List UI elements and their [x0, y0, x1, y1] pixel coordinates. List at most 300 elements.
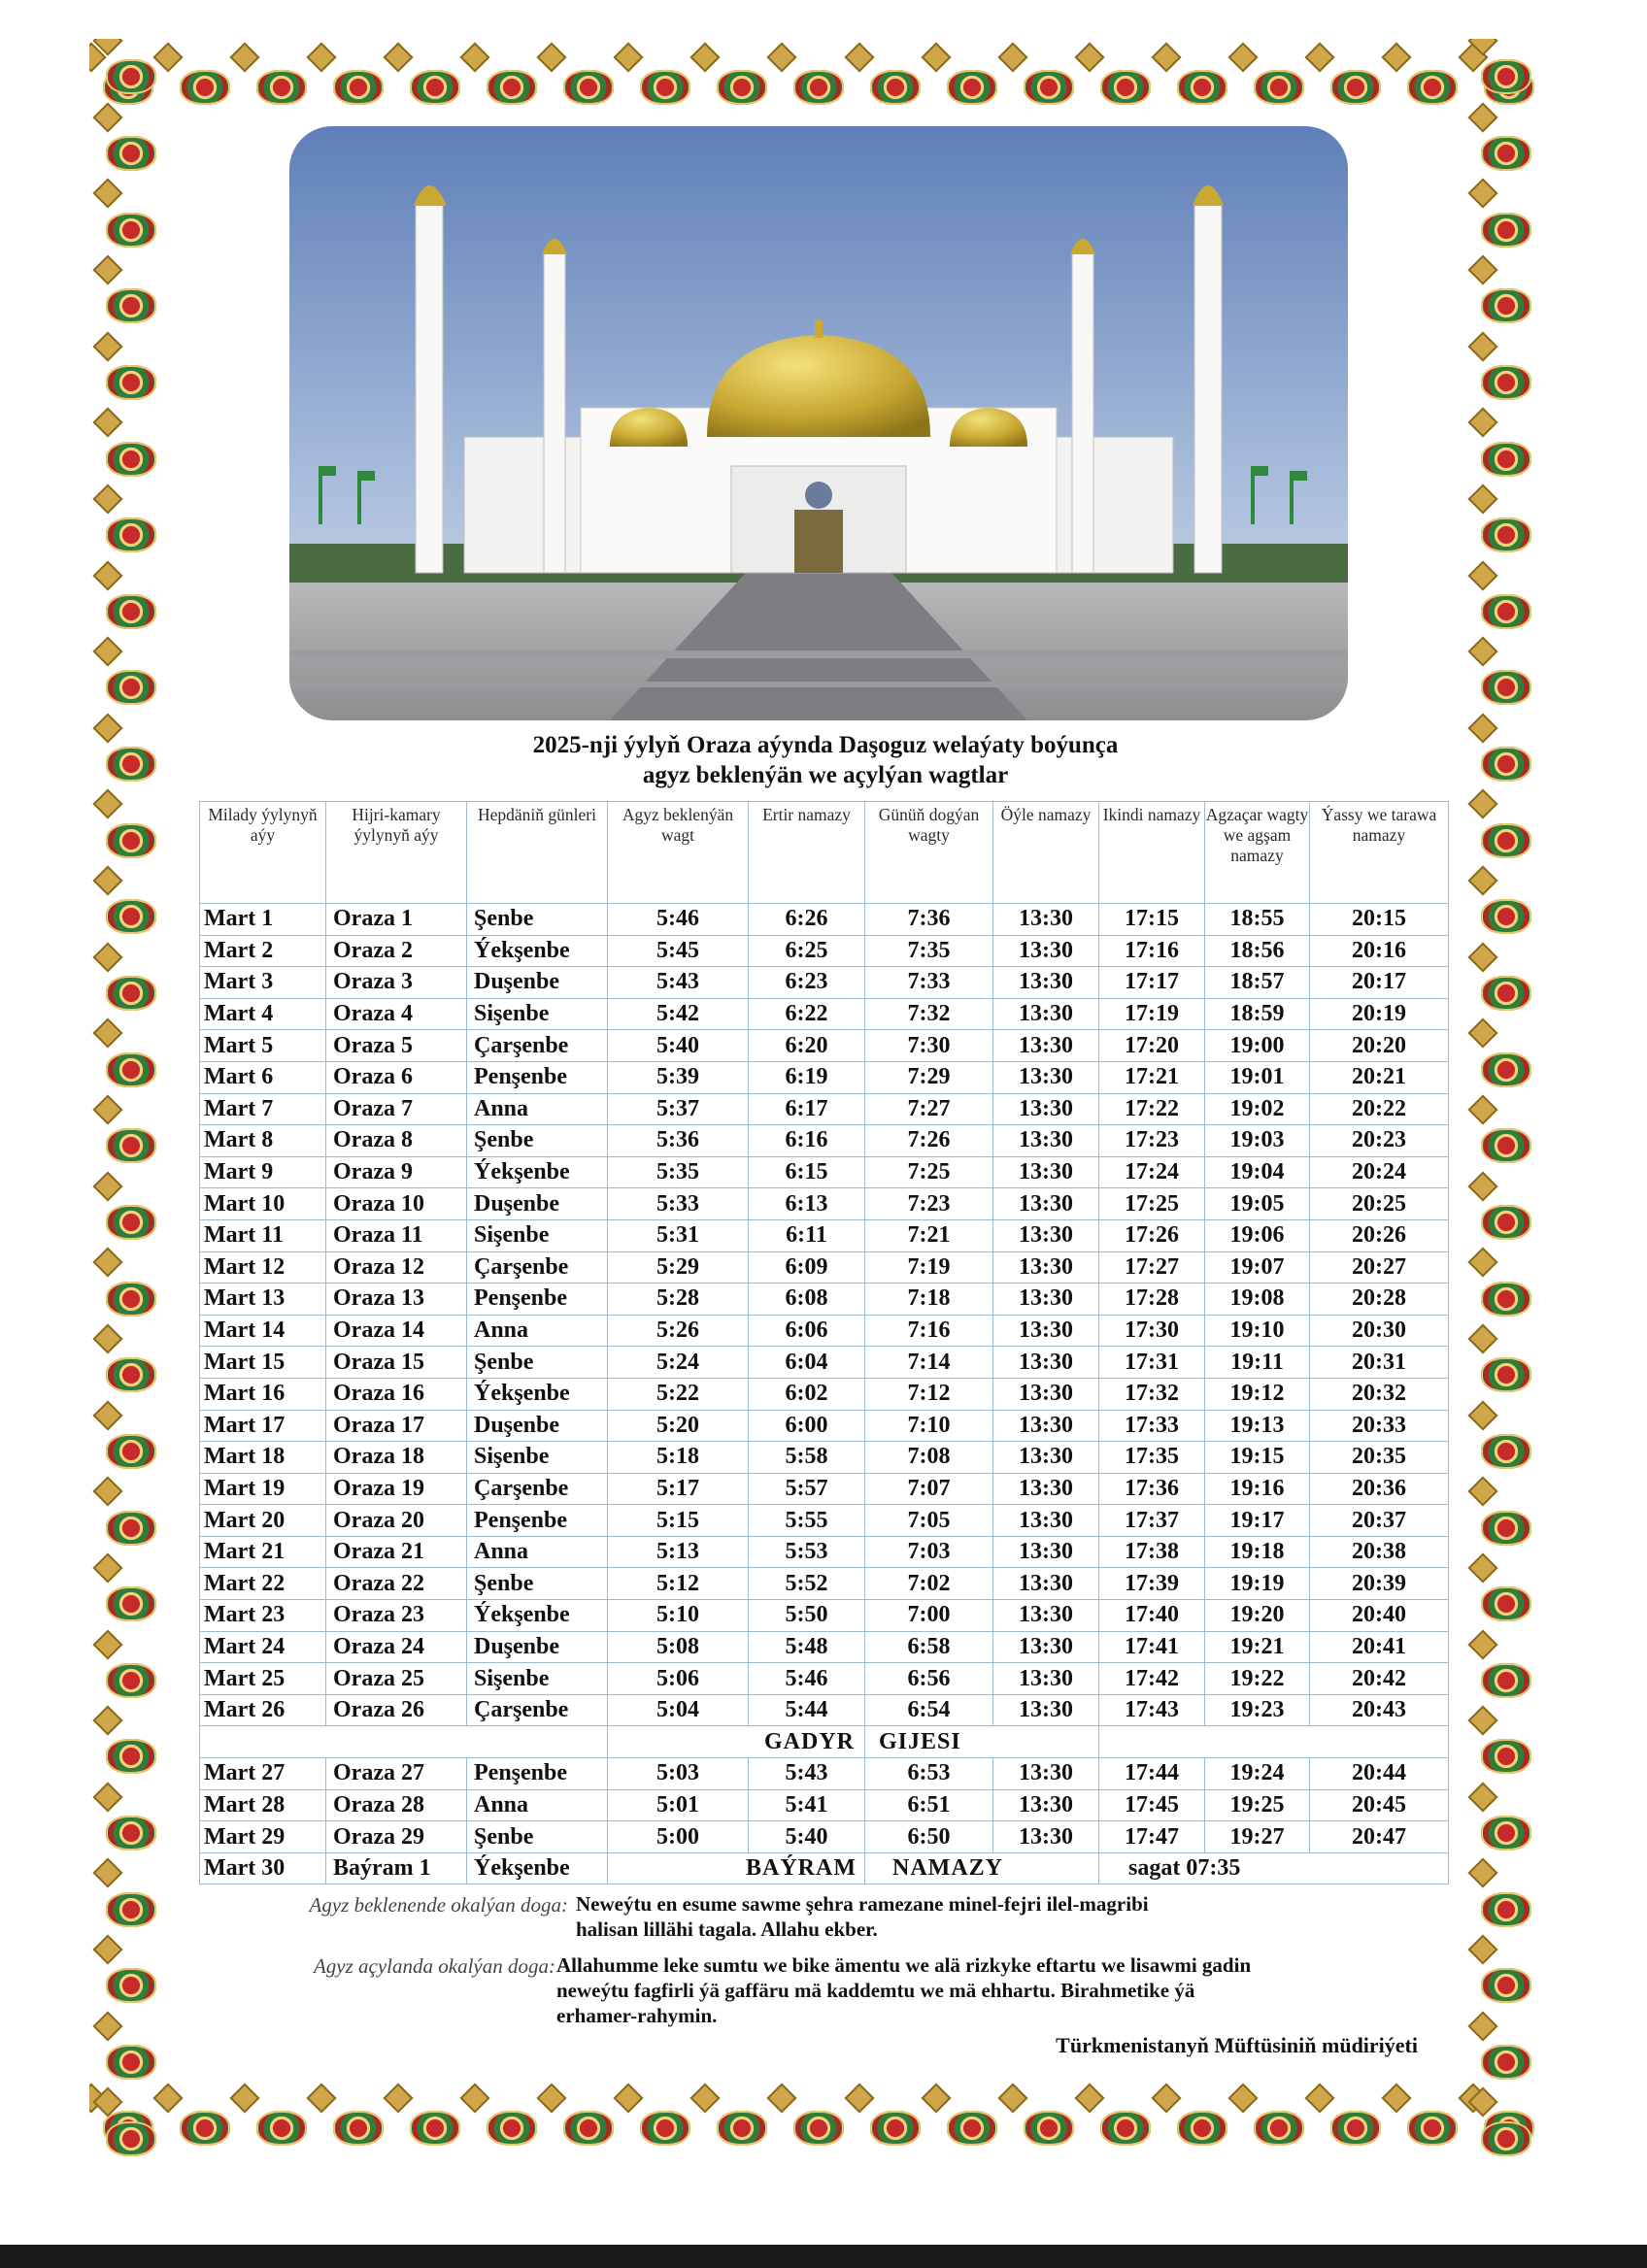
ornament-medallion-icon	[563, 70, 614, 105]
ornament-medallion-icon	[563, 2111, 614, 2146]
ornament-diamond-icon	[1467, 179, 1497, 209]
fast-prayer-line-1: Neweýtu en esume sawme şehra ramezane minel-fejri ilel-magribi	[576, 1892, 1149, 1916]
table-cell: 13:30	[993, 1378, 1099, 1410]
table-cell: 18:55	[1205, 904, 1310, 936]
fasting-schedule-table	[199, 801, 1449, 1884]
table-cell: 13:30	[993, 1219, 1099, 1251]
table-cell: 20:47	[1310, 1821, 1449, 1853]
ornament-diamond-icon	[1467, 1477, 1497, 1507]
table-cell: 13:30	[993, 1473, 1099, 1505]
ornament-medallion-icon	[1100, 2111, 1151, 2146]
table-cell: 17:45	[1099, 1789, 1205, 1821]
table-cell: 20:27	[1310, 1251, 1449, 1284]
ornament-medallion-icon	[1481, 1511, 1531, 1546]
ornament-medallion-icon	[1481, 1968, 1531, 2003]
table-cell: 17:25	[1099, 1188, 1205, 1220]
table-cell: 20:43	[1310, 1694, 1449, 1726]
table-cell: 5:13	[608, 1536, 749, 1568]
table-row	[200, 1410, 1449, 1442]
table-cell: Şenbe	[467, 1821, 608, 1853]
ornament-medallion-icon	[106, 670, 156, 705]
ornament-diamond-icon	[614, 2083, 644, 2113]
break-prayer-label: Agyz açylanda okalýan doga:	[313, 1954, 555, 1978]
table-cell: 6:26	[749, 904, 865, 936]
table-cell: Ýekşenbe	[467, 1378, 608, 1410]
table-cell: 13:30	[993, 1410, 1099, 1442]
table-cell: 19:08	[1205, 1284, 1310, 1316]
table-cell: Oraza 28	[326, 1789, 467, 1821]
table-cell: Oraza 11	[326, 1219, 467, 1251]
table-cell: Oraza 2	[326, 935, 467, 967]
table-cell: Çarşenbe	[467, 1694, 608, 1726]
table-cell: 17:41	[1099, 1631, 1205, 1663]
table-cell: 17:30	[1099, 1315, 1205, 1347]
column-header: Öýle namazy	[993, 802, 1099, 904]
table-cell: 20:30	[1310, 1315, 1449, 1347]
table-cell: 19:04	[1205, 1156, 1310, 1188]
table-cell: 5:17	[608, 1473, 749, 1505]
table-cell: 17:47	[1099, 1821, 1205, 1853]
ornament-diamond-icon	[1467, 1094, 1497, 1124]
table-cell: Mart 1	[200, 904, 326, 936]
ornament-medallion-icon	[106, 442, 156, 477]
table-cell: 5:06	[608, 1663, 749, 1695]
table-cell: 5:15	[608, 1505, 749, 1537]
table-cell: 19:00	[1205, 1030, 1310, 1062]
table-cell: 17:15	[1099, 904, 1205, 936]
table-cell: 7:36	[865, 904, 993, 936]
ornament-medallion-icon	[1481, 976, 1531, 1011]
ornament-border-top	[89, 39, 1548, 136]
table-cell: Mart 8	[200, 1125, 326, 1157]
table-cell: 5:10	[608, 1600, 749, 1632]
table-cell: Şenbe	[467, 1568, 608, 1600]
ornament-diamond-icon	[307, 2083, 337, 2113]
ornament-medallion-icon	[106, 2121, 156, 2156]
table-cell: Mart 13	[200, 1284, 326, 1316]
table-cell: 13:30	[993, 935, 1099, 967]
table-cell: Sişenbe	[467, 1219, 608, 1251]
ornament-diamond-icon	[1467, 1782, 1497, 1812]
ornament-diamond-icon	[1381, 42, 1411, 72]
table-cell: 6:56	[865, 1663, 993, 1695]
table-cell: 19:12	[1205, 1378, 1310, 1410]
ornament-medallion-icon	[1481, 517, 1531, 552]
table-cell: 19:11	[1205, 1347, 1310, 1379]
table-cell: 19:15	[1205, 1442, 1310, 1474]
table-cell	[1099, 1726, 1449, 1758]
ornament-diamond-icon	[1467, 1552, 1497, 1583]
table-cell: Anna	[467, 1536, 608, 1568]
ornament-medallion-icon	[106, 213, 156, 248]
ornament-diamond-icon	[767, 2083, 797, 2113]
ornament-medallion-icon	[1024, 70, 1074, 105]
table-cell: 20:31	[1310, 1347, 1449, 1379]
table-cell: 5:12	[608, 1568, 749, 1600]
ornament-medallion-icon	[793, 70, 844, 105]
table-cell: Oraza 22	[326, 1568, 467, 1600]
ornament-border-right	[1464, 39, 1548, 2177]
ornament-medallion-icon	[1481, 747, 1531, 782]
ornament-diamond-icon	[1467, 1858, 1497, 1888]
table-cell: Ýekşenbe	[467, 1600, 608, 1632]
table-cell: Oraza 3	[326, 967, 467, 999]
table-cell: 13:30	[993, 1156, 1099, 1188]
ornament-diamond-icon	[92, 1018, 122, 1049]
ornament-medallion-icon	[1481, 1128, 1531, 1163]
table-cell: 17:26	[1099, 1219, 1205, 1251]
ornament-diamond-icon	[92, 179, 122, 209]
table-cell: 5:42	[608, 998, 749, 1030]
ornament-diamond-icon	[92, 560, 122, 590]
ornament-medallion-icon	[1481, 213, 1531, 248]
ornament-medallion-icon	[106, 1816, 156, 1851]
table-row	[200, 1378, 1449, 1410]
table-cell: 6:06	[749, 1315, 865, 1347]
table-cell: Baýram 1	[326, 1852, 467, 1884]
table-cell: 17:32	[1099, 1378, 1205, 1410]
ornament-diamond-icon	[92, 1323, 122, 1353]
table-cell: 17:40	[1099, 1600, 1205, 1632]
table-cell: 19:22	[1205, 1663, 1310, 1695]
table-cell: 6:19	[749, 1061, 865, 1093]
ornament-medallion-icon	[333, 2111, 384, 2146]
table-cell: 17:23	[1099, 1125, 1205, 1157]
ornament-diamond-icon	[92, 2087, 122, 2118]
table-cell: 20:38	[1310, 1536, 1449, 1568]
ornament-diamond-icon	[1467, 1171, 1497, 1201]
table-cell: Mart 23	[200, 1600, 326, 1632]
table-cell: 5:28	[608, 1284, 749, 1316]
table-cell: 18:59	[1205, 998, 1310, 1030]
table-body	[200, 904, 1449, 1884]
table-cell: 18:56	[1205, 935, 1310, 967]
ornament-diamond-icon	[92, 39, 122, 56]
table-cell: Oraza 4	[326, 998, 467, 1030]
table-cell: 17:38	[1099, 1536, 1205, 1568]
ornament-medallion-icon	[410, 2111, 460, 2146]
table-row	[200, 1284, 1449, 1316]
table-cell: Oraza 14	[326, 1315, 467, 1347]
ornament-medallion-icon	[333, 70, 384, 105]
table-cell: 13:30	[993, 1821, 1099, 1853]
table-cell: Anna	[467, 1789, 608, 1821]
table-cell: 20:25	[1310, 1188, 1449, 1220]
ornament-medallion-icon	[106, 1586, 156, 1621]
fast-prayer-text	[576, 1891, 1430, 1942]
ornament-diamond-icon	[1467, 1018, 1497, 1049]
ornament-diamond-icon	[460, 42, 490, 72]
ornament-medallion-icon	[106, 365, 156, 400]
table-cell: Ýekşenbe	[467, 1156, 608, 1188]
table-cell: Oraza 5	[326, 1030, 467, 1062]
ornament-medallion-icon	[487, 2111, 537, 2146]
ornament-medallion-icon	[106, 288, 156, 323]
bayram-row	[200, 1852, 1449, 1884]
table-cell: Anna	[467, 1093, 608, 1125]
table-cell: 20:33	[1310, 1410, 1449, 1442]
table-cell: 19:03	[1205, 1125, 1310, 1157]
table-cell: Çarşenbe	[467, 1030, 608, 1062]
table-cell: 19:05	[1205, 1188, 1310, 1220]
ornament-medallion-icon	[106, 1739, 156, 1774]
ornament-medallion-icon	[1254, 70, 1304, 105]
ornament-diamond-icon	[1151, 2083, 1181, 2113]
table-cell: 5:08	[608, 1631, 749, 1663]
ornament-diamond-icon	[92, 1552, 122, 1583]
column-header: Hepdäniň günleri	[467, 802, 608, 904]
table-cell: Çarşenbe	[467, 1473, 608, 1505]
table-row	[200, 904, 1449, 936]
table-row	[200, 1568, 1449, 1600]
ornament-medallion-icon	[106, 1128, 156, 1163]
table-cell: 7:23	[865, 1188, 993, 1220]
table-cell: 5:20	[608, 1410, 749, 1442]
table-cell: 13:30	[993, 1315, 1099, 1347]
ornament-diamond-icon	[92, 2011, 122, 2041]
table-cell: Oraza 17	[326, 1410, 467, 1442]
table-cell: 13:30	[993, 1536, 1099, 1568]
ornament-diamond-icon	[230, 42, 260, 72]
ornament-border-bottom	[89, 2080, 1548, 2177]
table-cell: 6:04	[749, 1347, 865, 1379]
table-cell: 19:01	[1205, 1061, 1310, 1093]
table-cell: Penşenbe	[467, 1284, 608, 1316]
table-cell: 7:25	[865, 1156, 993, 1188]
table-cell: Mart 14	[200, 1315, 326, 1347]
table-cell: 6:08	[749, 1284, 865, 1316]
table-cell: 17:17	[1099, 967, 1205, 999]
ornament-medallion-icon	[1481, 1357, 1531, 1392]
table-cell: 5:37	[608, 1093, 749, 1125]
table-cell: 6:15	[749, 1156, 865, 1188]
table-cell: Mart 24	[200, 1631, 326, 1663]
table-cell: Oraza 27	[326, 1758, 467, 1790]
table-cell: 13:30	[993, 904, 1099, 936]
table-cell: 6:02	[749, 1378, 865, 1410]
ornament-diamond-icon	[92, 331, 122, 361]
table-cell: 13:30	[993, 1631, 1099, 1663]
column-header: Günüň dogýan wagty	[865, 802, 993, 904]
ornament-medallion-icon	[1481, 59, 1531, 94]
table-cell: 20:32	[1310, 1378, 1449, 1410]
table-cell: Oraza 21	[326, 1536, 467, 1568]
table-cell: 5:40	[749, 1821, 865, 1853]
table-cell: 5:50	[749, 1600, 865, 1632]
ornament-diamond-icon	[460, 2083, 490, 2113]
table-cell: Mart 21	[200, 1536, 326, 1568]
ornament-diamond-icon	[92, 1935, 122, 1965]
table-cell: 5:36	[608, 1125, 749, 1157]
ornament-diamond-icon	[1074, 42, 1104, 72]
ornament-medallion-icon	[717, 2111, 767, 2146]
ornament-medallion-icon	[256, 2111, 307, 2146]
ornament-diamond-icon	[92, 866, 122, 896]
table-cell: 18:57	[1205, 967, 1310, 999]
table-cell: 20:17	[1310, 967, 1449, 999]
ornament-medallion-icon	[1481, 1052, 1531, 1087]
table-cell: 17:27	[1099, 1251, 1205, 1284]
table-cell: Mart 26	[200, 1694, 326, 1726]
bayram-time: sagat 07:35	[1099, 1852, 1449, 1884]
table-cell: 17:42	[1099, 1663, 1205, 1695]
table-cell: 5:24	[608, 1347, 749, 1379]
table-cell: 7:12	[865, 1378, 993, 1410]
table-row	[200, 998, 1449, 1030]
ornament-diamond-icon	[1467, 560, 1497, 590]
table-cell: 17:35	[1099, 1442, 1205, 1474]
ornament-diamond-icon	[767, 42, 797, 72]
table-cell: 17:31	[1099, 1347, 1205, 1379]
table-cell: 6:23	[749, 967, 865, 999]
ornament-diamond-icon	[1467, 39, 1497, 56]
ornament-diamond-icon	[92, 102, 122, 132]
ornament-medallion-icon	[793, 2111, 844, 2146]
table-cell: 17:33	[1099, 1410, 1205, 1442]
table-row	[200, 1536, 1449, 1568]
ornament-diamond-icon	[1467, 866, 1497, 896]
table-cell: 13:30	[993, 1758, 1099, 1790]
ornament-diamond-icon	[92, 1477, 122, 1507]
table-cell: Mart 27	[200, 1758, 326, 1790]
table-cell: Penşenbe	[467, 1505, 608, 1537]
ornament-medallion-icon	[1330, 70, 1381, 105]
ornament-medallion-icon	[1481, 1205, 1531, 1240]
table-cell: 7:00	[865, 1600, 993, 1632]
table-row	[200, 1219, 1449, 1251]
table-cell: 17:19	[1099, 998, 1205, 1030]
table-cell: Mart 16	[200, 1378, 326, 1410]
ornament-diamond-icon	[1381, 2083, 1411, 2113]
table-cell: 17:20	[1099, 1030, 1205, 1062]
table-cell: 5:55	[749, 1505, 865, 1537]
table-cell: 13:30	[993, 1125, 1099, 1157]
table-cell: 17:24	[1099, 1156, 1205, 1188]
table-cell: 5:18	[608, 1442, 749, 1474]
ornament-diamond-icon	[1151, 42, 1181, 72]
ornament-medallion-icon	[1481, 823, 1531, 858]
table-cell: 17:28	[1099, 1284, 1205, 1316]
table-cell: Oraza 29	[326, 1821, 467, 1853]
page-title	[291, 730, 1360, 790]
ornament-diamond-icon	[690, 42, 721, 72]
table-cell: 7:08	[865, 1442, 993, 1474]
table-cell: 13:30	[993, 967, 1099, 999]
table-cell: 6:17	[749, 1093, 865, 1125]
table-cell: 5:29	[608, 1251, 749, 1284]
table-row	[200, 1505, 1449, 1537]
ornament-medallion-icon	[1481, 1739, 1531, 1774]
table-cell: 17:44	[1099, 1758, 1205, 1790]
table-cell: Oraza 20	[326, 1505, 467, 1537]
table-row	[200, 1315, 1449, 1347]
mosque-illustration	[289, 126, 1348, 720]
table-cell: 17:22	[1099, 1093, 1205, 1125]
table-cell: 19:23	[1205, 1694, 1310, 1726]
table-cell: 5:40	[608, 1030, 749, 1062]
break-prayer-line-3: erhamer-rahymin.	[556, 2004, 718, 2027]
table-cell: 5:44	[749, 1694, 865, 1726]
gadyr-label: GADYR	[608, 1726, 865, 1758]
table-cell: Duşenbe	[467, 1188, 608, 1220]
table-cell: Sişenbe	[467, 998, 608, 1030]
ornament-medallion-icon	[106, 1357, 156, 1392]
table-cell: 17:39	[1099, 1568, 1205, 1600]
table-cell: 19:20	[1205, 1600, 1310, 1632]
table-row	[200, 1821, 1449, 1853]
table-cell: 13:30	[993, 1061, 1099, 1093]
table-cell: 20:35	[1310, 1442, 1449, 1474]
table-cell: 20:20	[1310, 1030, 1449, 1062]
ornament-diamond-icon	[92, 1400, 122, 1430]
table-cell: Mart 9	[200, 1156, 326, 1188]
table-row	[200, 1156, 1449, 1188]
ornament-medallion-icon	[1407, 70, 1458, 105]
ornament-diamond-icon	[1467, 484, 1497, 514]
ornament-diamond-icon	[1467, 254, 1497, 284]
table-cell: Mart 3	[200, 967, 326, 999]
break-prayer-line-2: neweýtu fagfirli ýä gaffäru mä kaddemtu we mä ehhartu. Birahmetike ýä	[556, 1979, 1195, 2002]
table-cell: 5:03	[608, 1758, 749, 1790]
table-cell: 20:24	[1310, 1156, 1449, 1188]
ornament-medallion-icon	[717, 70, 767, 105]
ornament-diamond-icon	[92, 1706, 122, 1736]
table-cell: 13:30	[993, 998, 1099, 1030]
ornament-diamond-icon	[384, 42, 414, 72]
ornament-medallion-icon	[410, 70, 460, 105]
ornament-medallion-icon	[1481, 136, 1531, 171]
table-cell: Mart 6	[200, 1061, 326, 1093]
table-cell: 20:42	[1310, 1663, 1449, 1695]
table-row	[200, 935, 1449, 967]
table-cell: Penşenbe	[467, 1061, 608, 1093]
table-cell: Oraza 8	[326, 1125, 467, 1157]
table-cell: 13:30	[993, 1442, 1099, 1474]
ornament-diamond-icon	[1467, 1400, 1497, 1430]
ornament-medallion-icon	[106, 594, 156, 629]
table-cell: 5:58	[749, 1442, 865, 1474]
ornament-medallion-icon	[106, 1205, 156, 1240]
ornament-diamond-icon	[1467, 102, 1497, 132]
table-cell: 13:30	[993, 1505, 1099, 1537]
ornament-medallion-icon	[870, 2111, 921, 2146]
ornament-medallion-icon	[1481, 2045, 1531, 2080]
table-cell: 7:26	[865, 1125, 993, 1157]
table-cell: 5:45	[608, 935, 749, 967]
column-header: Agyz beklenýän wagt	[608, 802, 749, 904]
table-cell: Mart 4	[200, 998, 326, 1030]
table-cell: Oraza 25	[326, 1663, 467, 1695]
table-cell: 5:01	[608, 1789, 749, 1821]
ornament-diamond-icon	[537, 2083, 567, 2113]
ornament-medallion-icon	[1407, 2111, 1458, 2146]
table-cell: 20:28	[1310, 1284, 1449, 1316]
ornament-diamond-icon	[384, 2083, 414, 2113]
table-cell: Penşenbe	[467, 1758, 608, 1790]
table-header	[200, 802, 1449, 904]
ornament-diamond-icon	[921, 2083, 951, 2113]
table-cell: 7:05	[865, 1505, 993, 1537]
ornament-medallion-icon	[106, 517, 156, 552]
table-cell: 20:44	[1310, 1758, 1449, 1790]
ornament-medallion-icon	[947, 70, 997, 105]
table-cell: 20:16	[1310, 935, 1449, 967]
table-row	[200, 1251, 1449, 1284]
ornament-medallion-icon	[106, 1052, 156, 1087]
table-cell: Oraza 24	[326, 1631, 467, 1663]
ornament-medallion-icon	[106, 59, 156, 94]
table-cell: 5:00	[608, 1821, 749, 1853]
